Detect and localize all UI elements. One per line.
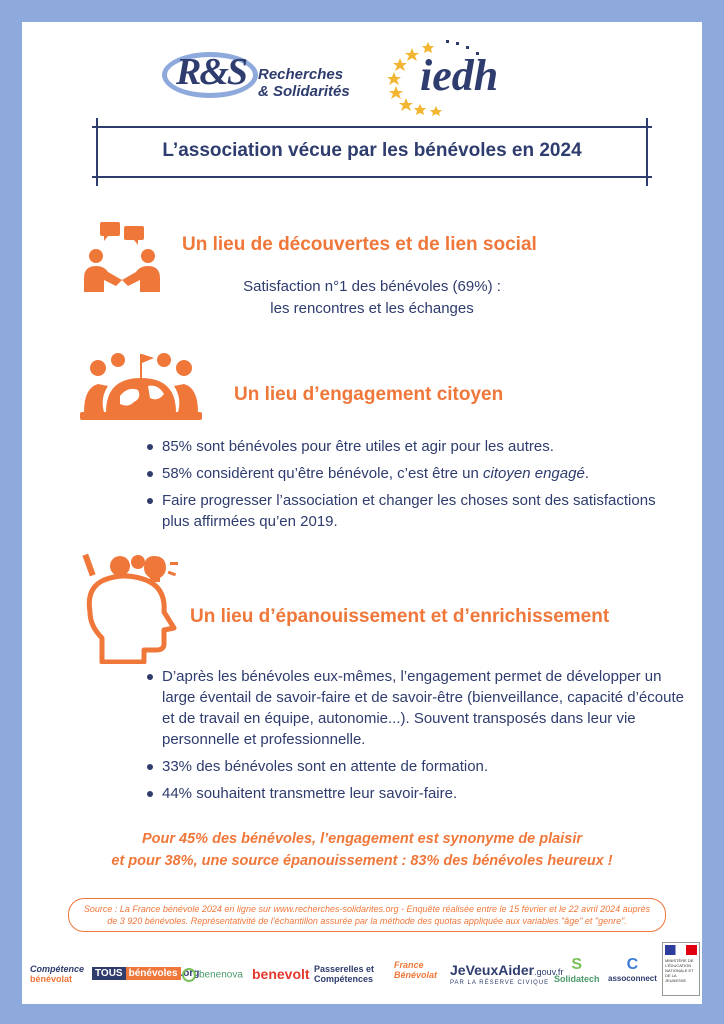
assoconnect-logo: C assoconnect (608, 956, 657, 983)
tous-benevoles-logo: TOUS bénévoles .org (92, 968, 199, 979)
list-item: D’après les bénévoles eux-mêmes, l’engagement permet de développer un large éventail de savoir-faire et de savoir-être (bienveillance, capacité d’écoute et de travail en équipe, autonomie...). Souvent transposés dans leur vie personnelle et professionnelle. (146, 666, 686, 750)
iedh-logo (384, 36, 514, 116)
page-title: L’association vécue par les bénévoles en 2024 (162, 140, 582, 161)
section-heading-engagement: Un lieu d’engagement citoyen (234, 384, 504, 405)
source-note: Source : La France bénévole 2024 en ligne sur www.recherches-solidarites.org - Enquête réalisée entre le 15 février et le 22 avril 2024 auprès de 3 920 bénévoles. Représentativité de l’échantillon assurée par la méthode des quotas appliquée aux variables "âge" et "genre". (68, 898, 666, 932)
ministere-logo: MINISTÈRE DE L’ÉDUCATION NATIONALE ET DE LA JEUNESSE (662, 942, 700, 996)
list-item: 33% des bénévoles sont en attente de formation. (146, 756, 686, 777)
section-heading-epanouissement: Un lieu d’épanouissement et d’enrichissement (190, 606, 610, 627)
section2-bullet-list (146, 436, 666, 538)
benenova-leaf-icon (182, 968, 196, 982)
head-ideas-icon (80, 552, 180, 664)
poster-page (22, 22, 702, 1004)
section-heading-lien-social: Un lieu de découvertes et de lien social (182, 234, 537, 255)
conclusion-text: Pour 45% des bénévoles, l’engagement est synonyme de plaisir et pour 38%, une source épanouissement : 83% des bénévoles heureux ! (111, 831, 613, 869)
list-item: Faire progresser l’association et changer les choses sont des satisfactions plus affirmées qu’en 2019. (146, 490, 666, 532)
people-chatting-icon (82, 220, 162, 296)
benenova-logo: benenova (182, 968, 243, 982)
assoconnect-c-icon: C (626, 956, 639, 973)
list-item: 58% considèrent qu’être bénévole, c’est être un citoyen engagé. (146, 463, 666, 484)
section1-text: Satisfaction n°1 des bénévoles (69%) : les rencontres et les échanges (243, 278, 501, 317)
recherches-solidarites-logo (162, 46, 362, 108)
jeveuxaider-logo: JeVeuxAider.gouv.fr PAR LA RÉSERVE CIVIQUE (450, 962, 564, 986)
solidatech-s-icon: S (571, 956, 583, 973)
passerelles-competences-logo: Passerelles et Compétences (314, 964, 375, 984)
rs-logo-mark: R&S (176, 51, 247, 93)
marianne-flag-icon (665, 945, 697, 955)
title-frame (92, 126, 652, 178)
list-item: 44% souhaitent transmettre leur savoir-faire. (146, 783, 686, 804)
people-globe-flag-icon (80, 352, 202, 424)
france-benevolat-logo: France Bénévolat (394, 960, 438, 980)
list-item: 85% sont bénévoles pour être utiles et agir pour les autres. (146, 436, 666, 457)
section3-bullet-list (146, 666, 686, 810)
solidatech-logo: S Solidatech (554, 956, 600, 984)
partner-logos (22, 942, 702, 1004)
iedh-logo-text: iedh (420, 51, 499, 100)
rs-logo-text: Recherches & Solidarités (258, 66, 350, 100)
benevolt-logo: benevolt (252, 966, 310, 982)
competence-benevolat-logo: Compétence bénévolat (30, 964, 85, 984)
